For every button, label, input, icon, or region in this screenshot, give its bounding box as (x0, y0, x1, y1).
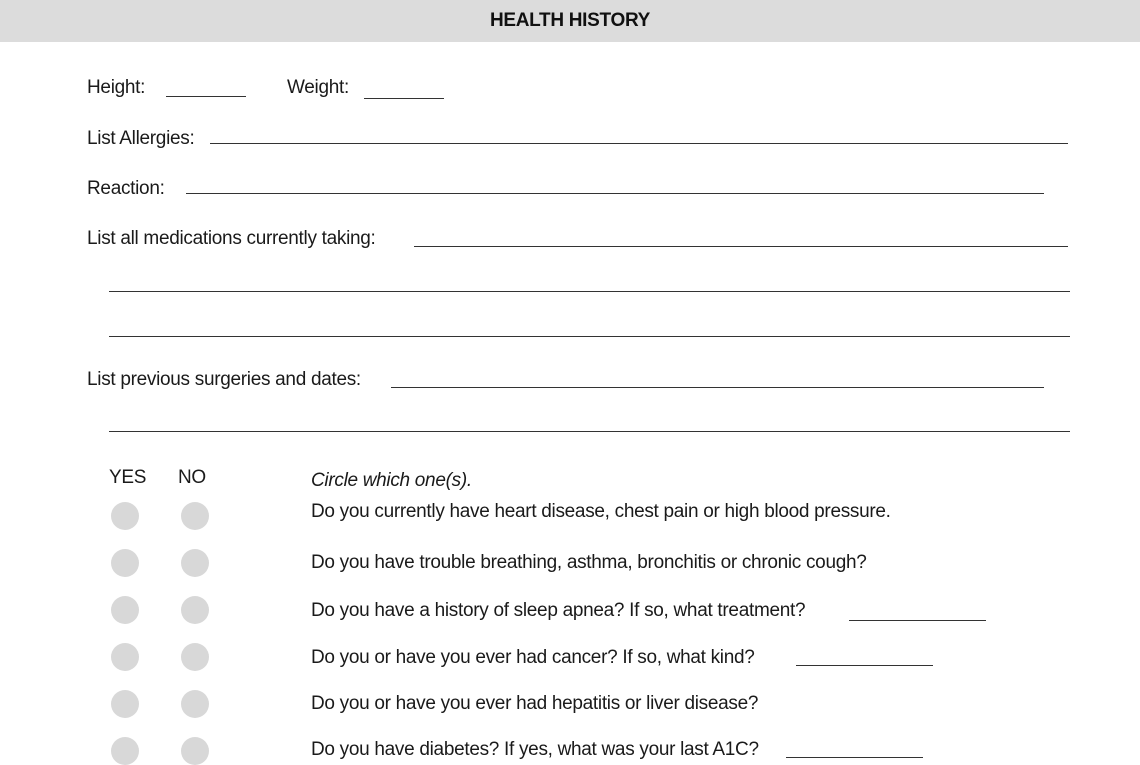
yes-radio-q6[interactable] (111, 737, 139, 765)
height-label: Height: (87, 77, 146, 98)
question-4: Do you or have you ever had cancer? If so, what kind? (311, 647, 755, 668)
question-5: Do you or have you ever had hepatitis or liver disease? (311, 693, 759, 714)
no-radio-q1[interactable] (181, 502, 209, 530)
surgeries-label: List previous surgeries and dates: (87, 369, 361, 390)
weight-field[interactable] (364, 98, 444, 99)
medications-field-line-1[interactable] (414, 246, 1068, 247)
yes-radio-q5[interactable] (111, 690, 139, 718)
question-6: Do you have diabetes? If yes, what was your last A1C? (311, 739, 759, 760)
a1c-field[interactable] (786, 757, 923, 758)
yes-column-header: YES (109, 467, 147, 488)
no-radio-q2[interactable] (181, 549, 209, 577)
medications-label: List all medications currently taking: (87, 228, 376, 249)
no-radio-q6[interactable] (181, 737, 209, 765)
no-radio-q5[interactable] (181, 690, 209, 718)
no-column-header: NO (178, 467, 206, 488)
no-radio-q4[interactable] (181, 643, 209, 671)
no-radio-q3[interactable] (181, 596, 209, 624)
yes-radio-q1[interactable] (111, 502, 139, 530)
allergies-field[interactable] (210, 143, 1068, 144)
question-3: Do you have a history of sleep apnea? If so, what treatment? (311, 600, 806, 621)
medications-field-line-3[interactable] (109, 336, 1070, 337)
weight-label: Weight: (287, 77, 349, 98)
yes-radio-q4[interactable] (111, 643, 139, 671)
checklist-instruction: Circle which one(s). (311, 470, 472, 491)
yes-radio-q2[interactable] (111, 549, 139, 577)
section-header: HEALTH HISTORY (0, 0, 1140, 42)
height-field[interactable] (166, 96, 246, 97)
reaction-label: Reaction: (87, 178, 165, 199)
allergies-label: List Allergies: (87, 128, 195, 149)
question-2: Do you have trouble breathing, asthma, bronchitis or chronic cough? (311, 552, 867, 573)
medications-field-line-2[interactable] (109, 291, 1070, 292)
reaction-field[interactable] (186, 193, 1044, 194)
cancer-kind-field[interactable] (796, 665, 933, 666)
sleep-apnea-treatment-field[interactable] (849, 620, 986, 621)
question-1: Do you currently have heart disease, chest pain or high blood pressure. (311, 501, 891, 522)
surgeries-field-line-2[interactable] (109, 431, 1070, 432)
surgeries-field-line-1[interactable] (391, 387, 1044, 388)
yes-radio-q3[interactable] (111, 596, 139, 624)
